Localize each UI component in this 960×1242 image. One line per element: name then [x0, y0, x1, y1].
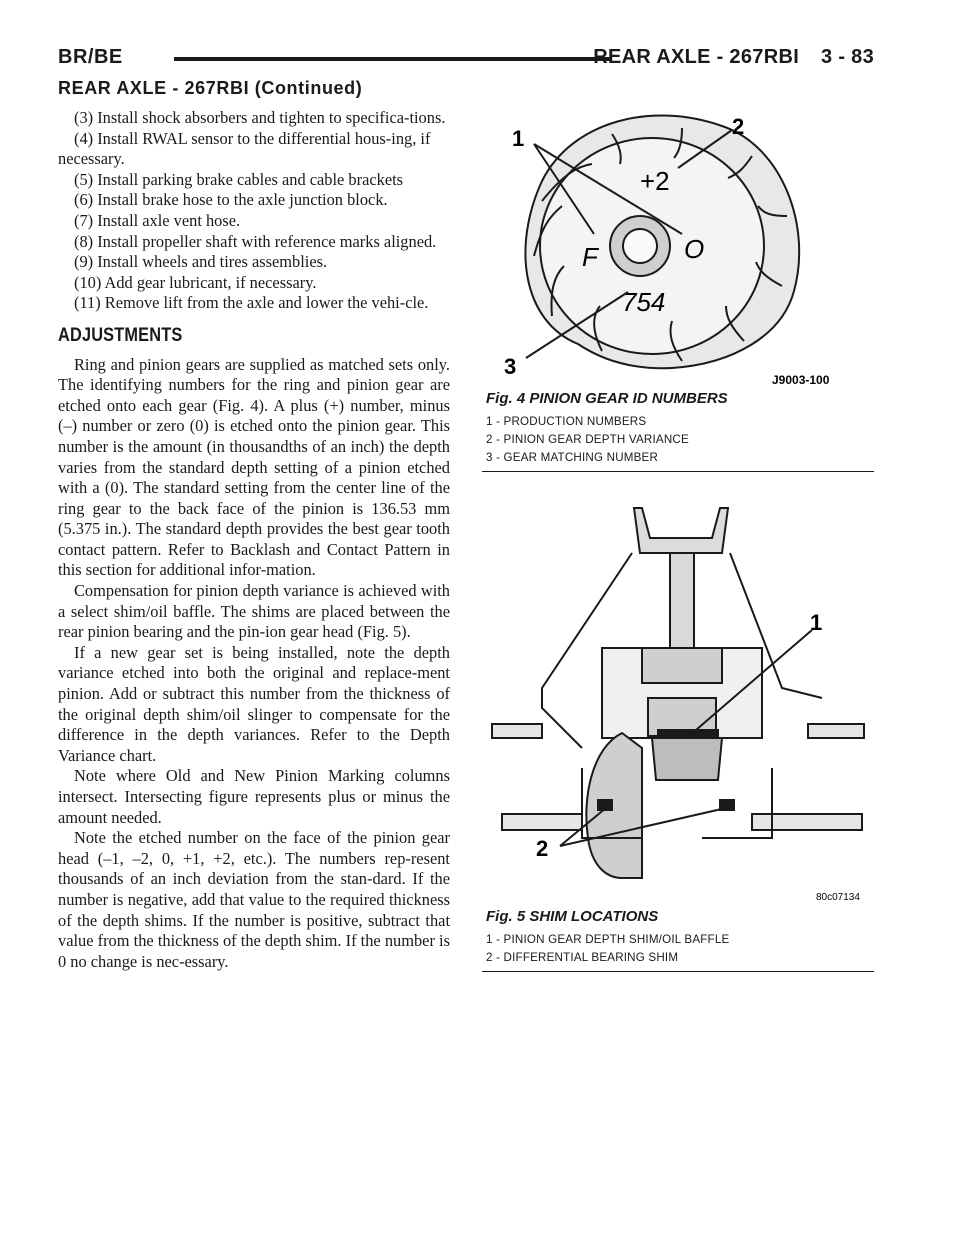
- callout-3: 3: [504, 354, 517, 379]
- figure-divider: [482, 471, 874, 472]
- legend-item: 2 - PINION GEAR DEPTH VARIANCE: [486, 433, 689, 446]
- figure-caption: Fig. 4 PINION GEAR ID NUMBERS: [486, 390, 728, 407]
- page-number: 3 - 83: [821, 46, 874, 68]
- body-paragraph: Note where Old and New Pinion Marking columns intersect. Intersecting figure represents plus or minus the amount needed.: [58, 766, 450, 827]
- section-continued-title: REAR AXLE - 267RBI (Continued): [58, 78, 363, 98]
- body-paragraph: Compensation for pinion depth variance is achieved with a select shim/oil baffle. The shims are placed between the rear pinion bearing and the pin-ion gear head (Fig. 5).: [58, 581, 450, 642]
- production-etch-o: O: [684, 234, 705, 264]
- figure-4: [482, 106, 874, 472]
- shim-locations-illustration: [482, 498, 874, 908]
- depth-variance-etch: +2: [640, 166, 670, 196]
- install-step: (9) Install wheels and tires assemblies.: [74, 252, 328, 272]
- install-step: (10) Add gear lubricant, if necessary.: [74, 272, 317, 292]
- legend-item: 2 - DIFFERENTIAL BEARING SHIM: [486, 951, 679, 964]
- install-step: (7) Install axle vent hose.: [74, 210, 241, 230]
- callout-2: 2: [536, 836, 549, 861]
- callout-2: 2: [732, 114, 745, 139]
- section-heading: ADJUSTMENTS: [58, 324, 183, 346]
- install-step: (3) Install shock absorbers and tighten to specifica-tions.: [74, 108, 446, 127]
- body-paragraph: Note the etched number on the face of the pinion gear head (–1, –2, 0, +1, +2, etc.). The numbers rep-resent thousands of an inch deviation from the stan-dard. If the number is negative, add that value to the required thickness of the depth shims. If the number is positive, subtract that value from the thickness of the depth shim. If the number is 0 no change is nec-essary.: [58, 828, 450, 971]
- figure-code: J9003-100: [772, 373, 830, 387]
- install-step: (4) Install RWAL sensor to the differential hous-ing, if necessary.: [58, 128, 431, 169]
- legend-item: 1 - PRODUCTION NUMBERS: [486, 415, 647, 428]
- install-step: (8) Install propeller shaft with reference marks aligned.: [74, 231, 437, 251]
- install-step: (5) Install parking brake cables and cable brackets: [74, 169, 404, 189]
- figure-caption: Fig. 5 SHIM LOCATIONS: [486, 908, 659, 925]
- callout-1: 1: [810, 610, 823, 635]
- header-rule: [174, 57, 612, 61]
- text-column: [58, 108, 450, 972]
- figure-divider: [482, 971, 874, 972]
- legend-item: 1 - PINION GEAR DEPTH SHIM/OIL BAFFLE: [486, 933, 730, 946]
- figure-5: [482, 498, 874, 972]
- vehicle-code: BR/BE: [58, 46, 123, 68]
- pinion-gear-illustration: [482, 106, 874, 390]
- production-etch-f: F: [582, 242, 598, 272]
- figure-code: 80c07134: [816, 892, 860, 903]
- install-step: (6) Install brake hose to the axle junction block.: [74, 190, 388, 210]
- gear-matching-etch: 754: [622, 287, 666, 317]
- callout-1: 1: [512, 126, 525, 151]
- body-paragraph: Ring and pinion gears are supplied as matched sets only. The identifying numbers for the ring and pinion gear are etched onto each gear (Fig. 4). A plus (+) number, minus (–) number or zero (0) is etched onto the pinion gear. This number is the amount (in thousandths of an inch) the depth varies from the standard depth setting of a pinion etched with a (0). The standard setting from the center line of the ring gear to the back face of the pinion is 136.53 mm (5.375 in.). The standard depth provides the best gear tooth contact pattern. Refer to Backlash and Contact Pattern in this section for additional infor-mation.: [58, 354, 450, 580]
- header-right: [593, 46, 874, 69]
- page-header: [58, 46, 874, 72]
- install-step: (11) Remove lift from the axle and lower the vehi-cle.: [74, 293, 429, 313]
- body-paragraph: If a new gear set is being installed, note the depth variance etched into both the original and replace-ment pinion. Add or subtract this number from the thickness of the original depth shim/oil slinger to compensate for the difference in the depth variances. Refer to the Depth Variance chart.: [58, 642, 450, 765]
- header-title: REAR AXLE - 267RBI: [593, 46, 800, 68]
- legend-item: 3 - GEAR MATCHING NUMBER: [486, 451, 659, 464]
